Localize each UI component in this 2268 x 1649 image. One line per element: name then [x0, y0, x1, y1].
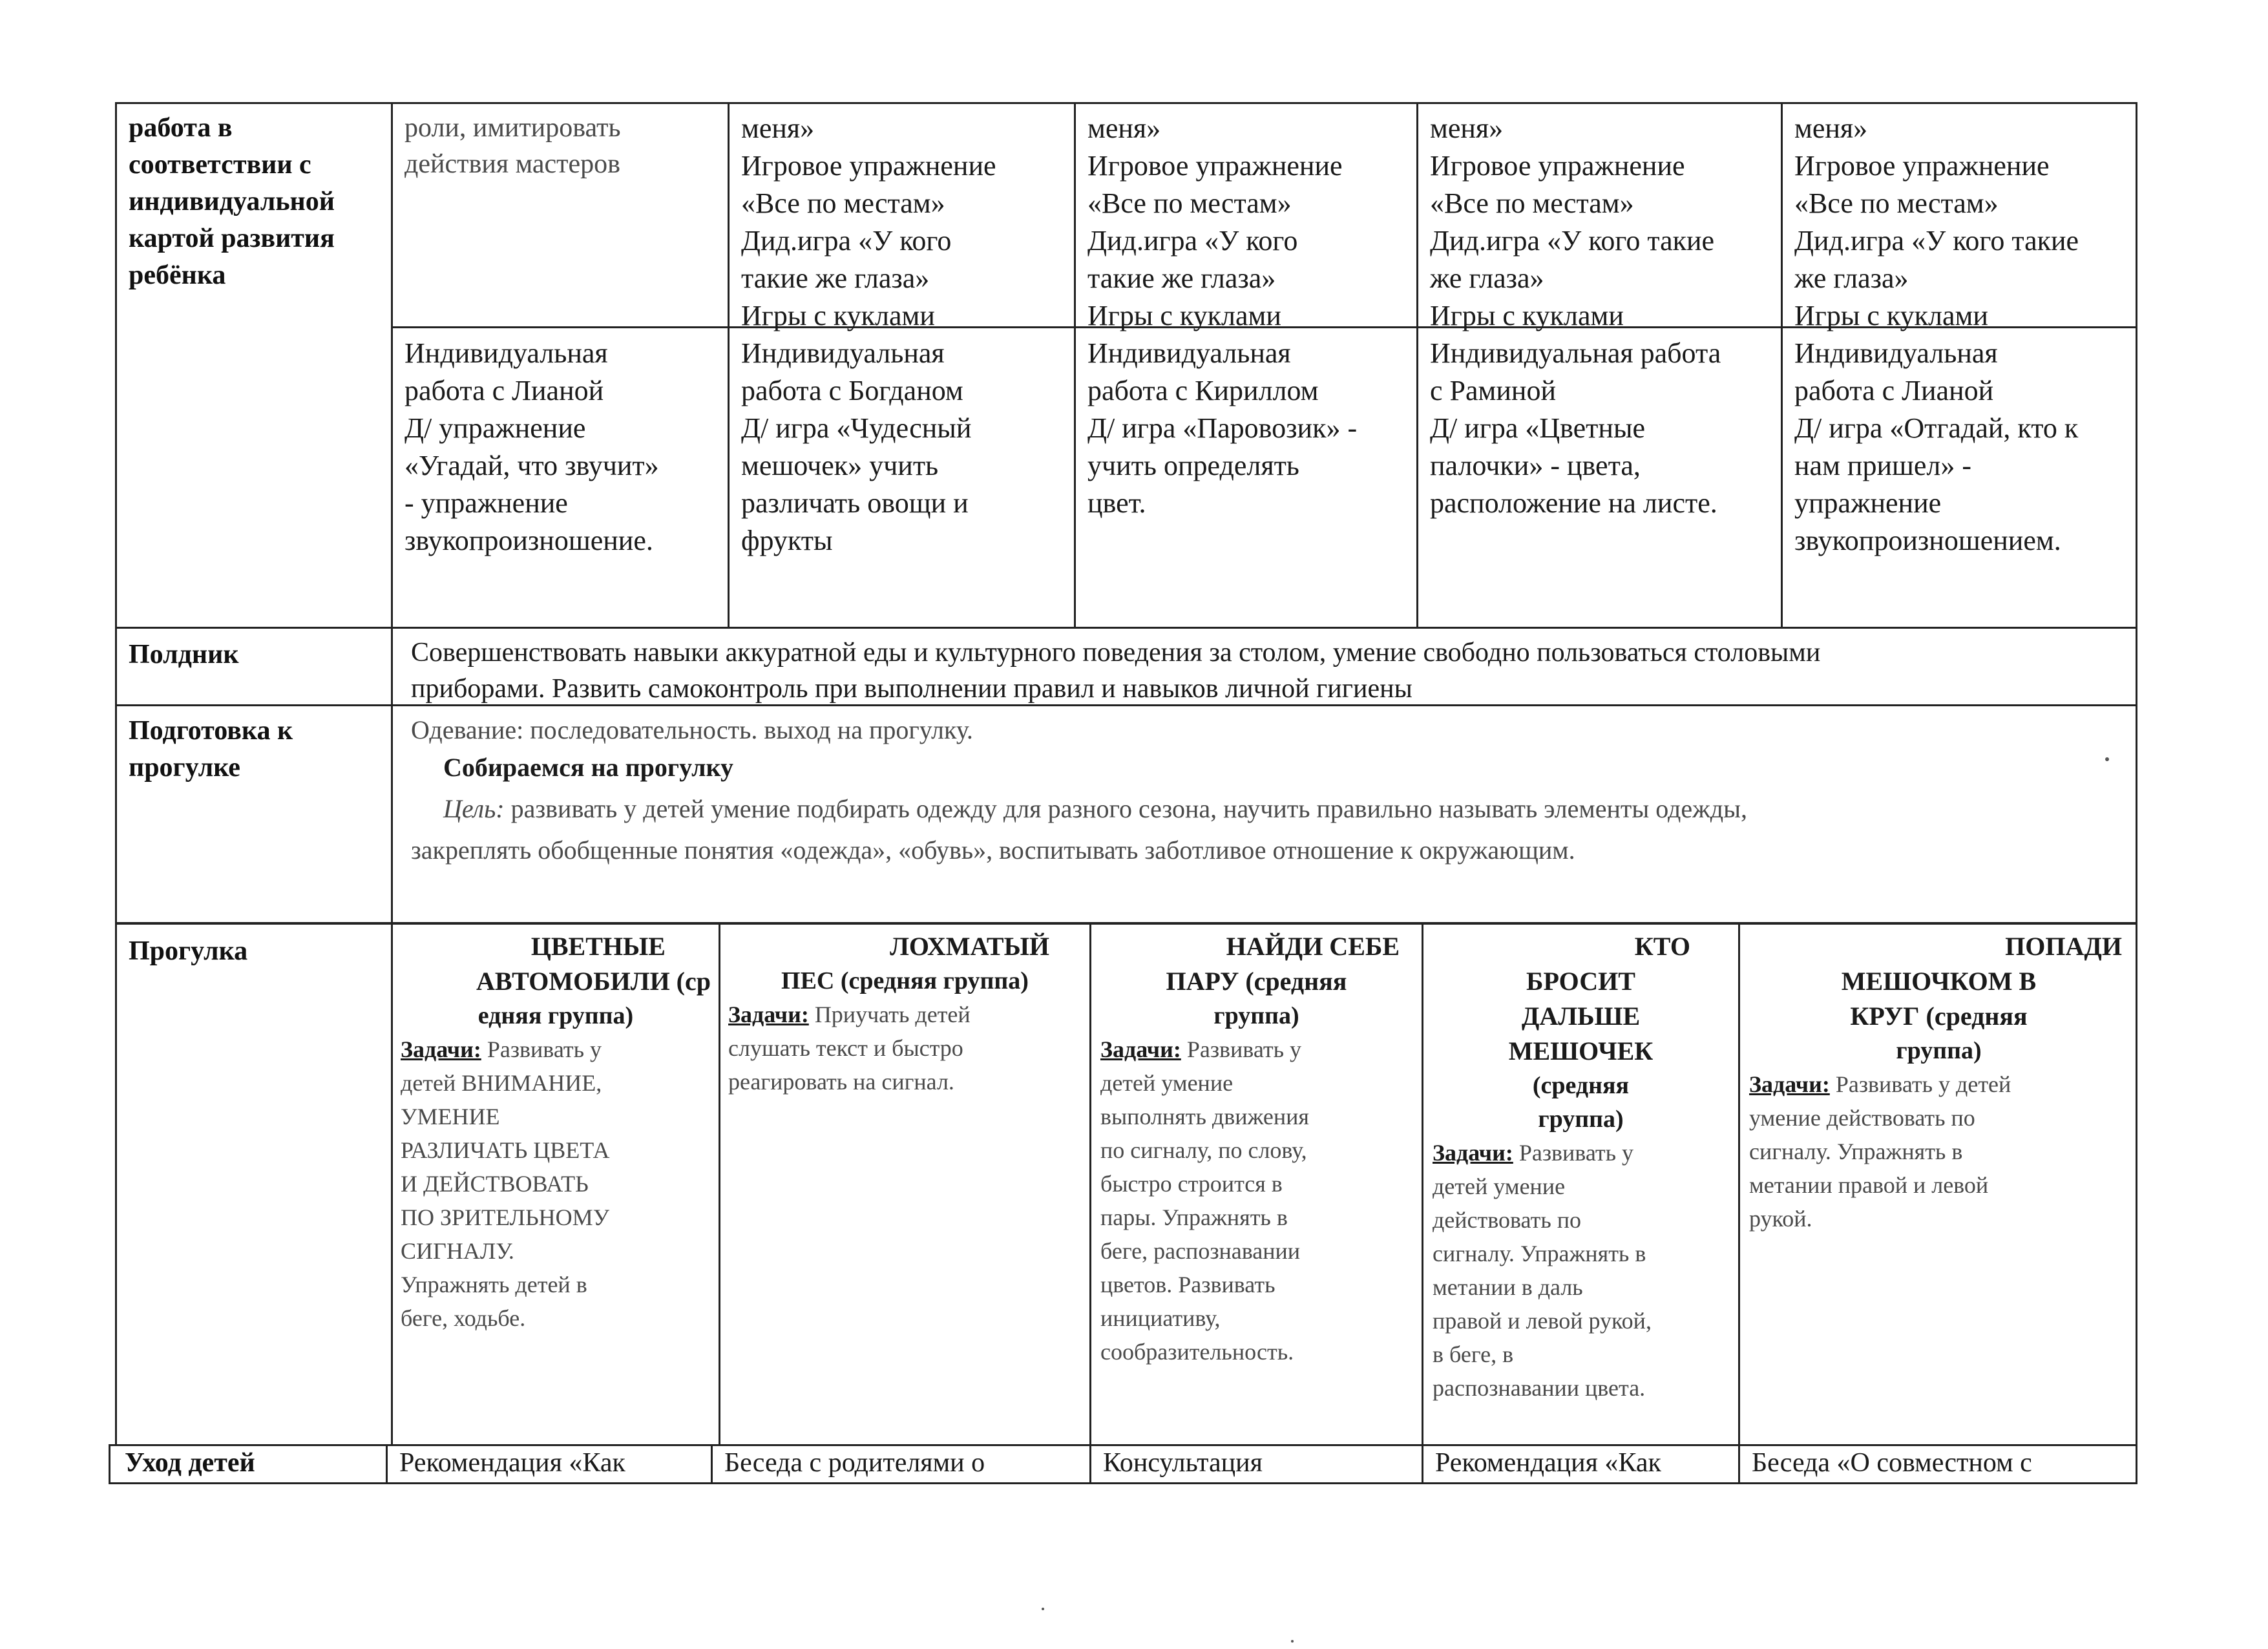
row-label-walk: Прогулка — [129, 936, 248, 966]
activity-cell-bottom-5: Индивидуальная работа с Лианой Д/ игра «Отгадай, кто к нам пришел» - упражнение звукопроизношением. — [1794, 337, 2079, 556]
leave-cell-3: Консультация — [1103, 1448, 1263, 1478]
activity-cell-top-5: меня» Игровое упражнение «Все по местам» Дид.игра «У кого такие же глаза» Игры с куклами — [1794, 112, 2079, 331]
row-label-walk-prep: Подготовка к прогулке — [129, 716, 293, 782]
activity-cell-bottom-4: Индивидуальная работа с Раминой Д/ игра «Цветные палочки» - цвета, расположение на листе. — [1430, 337, 1721, 519]
activity-cell-top-3: меня» Игровое упражнение «Все по местам» Дид.игра «У кого такие же глаза» Игры с куклами — [1087, 112, 1343, 331]
walk-game-throw-bag: КТО БРОСИТ ДАЛЬШЕ МЕШОЧЕК (средняя группа) Задачи: Развивать у детей умение действовать по сигналу. Упражнять в метании в даль правой и левой рукой, в беге, в распознавании цвета. — [1433, 932, 1690, 1401]
walk-game-colored-cars: ЦВЕТНЫЕ АВТОМОБИЛИ (ср едняя группа) Задачи: Развивать у детей ВНИМАНИЕ, УМЕНИЕ РАЗЛИЧАТЬ ЦВЕТА И ДЕЙСТВОВАТЬ ПО ЗРИТЕЛЬНОМУ СИГНАЛУ. Упражнять детей в беге, ходьбе. — [401, 932, 711, 1331]
leave-cell-5: Беседа «О совместном с — [1752, 1448, 2032, 1478]
row-label-individual-work: работа в соответствии с индивидуальной картой развития ребёнка — [129, 113, 335, 290]
leave-cell-2: Беседа с родителями о — [724, 1448, 985, 1478]
activity-cell-top-4: меня» Игровое упражнение «Все по местам» Дид.игра «У кого такие же глаза» Игры с куклами — [1430, 112, 1715, 331]
activity-cell-top-2: меня» Игровое упражнение «Все по местам» Дид.игра «У кого такие же глаза» Игры с куклами — [741, 112, 996, 331]
walk-game-hit-circle: ПОПАДИ МЕШОЧКОМ В КРУГ (средняя группа) Задачи: Развивать у детей умение действовать по сигналу. Упражнять в метании правой и левой рукой. — [1749, 932, 2122, 1232]
snack-description: Совершенствовать навыки аккуратной еды и культурного поведения за столом, умение свободно пользоваться столовыми приборами. Развить самоконтроль при выполнении правил и навыков личной гигиены — [411, 638, 1821, 704]
leave-cell-1: Рекомендация «Как — [399, 1448, 625, 1478]
walk-prep-content: Одевание: последовательность. выход на прогулку. Собираемся на прогулку Цель: развивать у детей умение подбирать одежду для разного сезона, научить правильно называть элементы одежды, закреплять обобщенные понятия «одежда», «обувь», воспитывать заботливое отношение к окружающим. — [411, 715, 1748, 865]
activity-cell-bottom-2: Индивидуальная работа с Богданом Д/ игра «Чудесный мешочек» учить различать овощи и фрукты — [741, 337, 972, 556]
activity-cell-bottom-1: Индивидуальная работа с Лианой Д/ упражнение «Угадай, что звучит» - упражнение звукопроизношение. — [404, 337, 659, 556]
walk-game-find-pair: НАЙДИ СЕБЕ ПАРУ (средняя группа) Задачи: Развивать у детей умение выполнять движения по сигналу, по слову, быстро строится в пары. Упражнять в беге, распознавании цветов. Развивать инициативу, сообразительность. — [1100, 932, 1400, 1365]
row-label-children-leave: Уход детей — [125, 1448, 255, 1478]
activity-cell-bottom-3: Индивидуальная работа с Кириллом Д/ игра «Паровозик» - учить определять цвет. — [1087, 337, 1358, 519]
activity-cell-top-1: роли, имитировать действия мастеров — [404, 113, 621, 179]
row-label-snack: Полдник — [129, 640, 239, 669]
walk-game-shaggy-dog: ЛОХМАТЫЙ ПЕС (средняя группа) Задачи: Приучать детей слушать текст и быстро реагировать на сигнал. — [728, 932, 1049, 1095]
leave-cell-4: Рекомендация «Как — [1435, 1448, 1661, 1478]
